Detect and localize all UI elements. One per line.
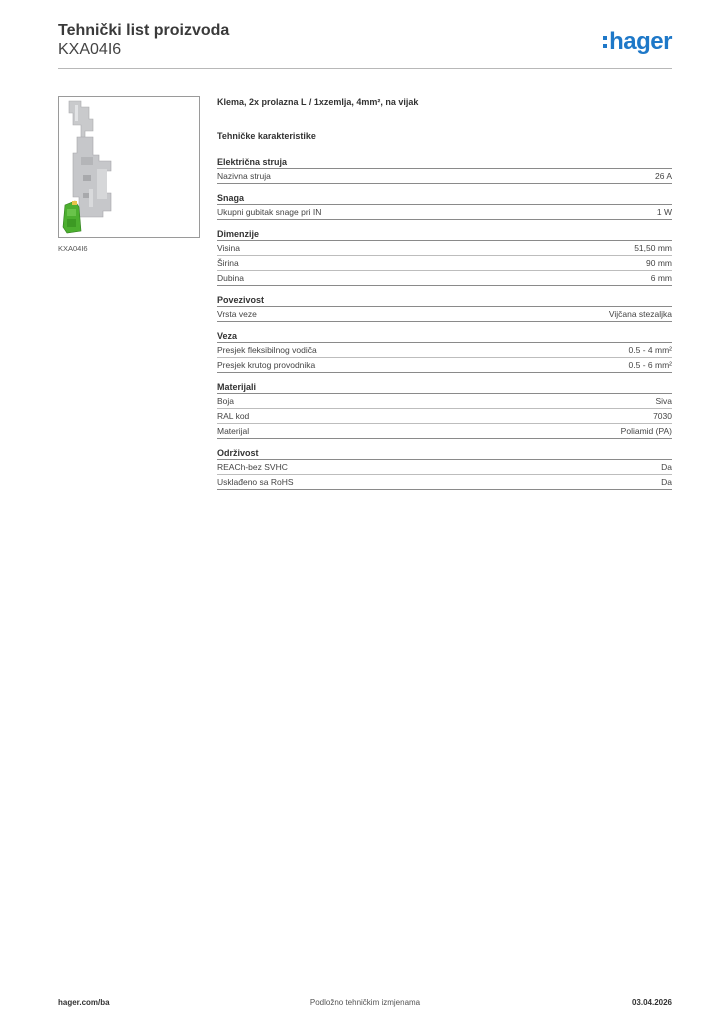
spec-section-dimensions xyxy=(217,228,672,286)
spec-value: 1 W xyxy=(656,207,672,217)
spec-label: Usklađeno sa RoHS xyxy=(217,477,294,487)
spec-label: Visina xyxy=(217,243,240,253)
spec-label: Vrsta veze xyxy=(217,309,257,319)
spec-value: 0.5 - 6 mm² xyxy=(628,360,672,370)
spec-section-electric-current xyxy=(217,156,672,184)
section-title: Povezivost xyxy=(217,294,672,307)
logo-dots-icon xyxy=(603,36,607,48)
section-title: Električna struja xyxy=(217,156,672,169)
spec-section-sustainability xyxy=(217,447,672,490)
product-image xyxy=(58,96,200,238)
spec-row xyxy=(217,169,672,184)
spec-label: RAL kod xyxy=(217,411,250,421)
spec-label: REACh-bez SVHC xyxy=(217,462,288,472)
section-title: Veza xyxy=(217,330,672,343)
spec-section-connection xyxy=(217,330,672,373)
spec-label: Presjek fleksibilnog vodiča xyxy=(217,345,317,355)
footer-website-link[interactable]: hager.com/ba xyxy=(58,998,110,1007)
logo-wordmark: hager xyxy=(609,28,672,55)
spec-label: Ukupni gubitak snage pri IN xyxy=(217,207,322,217)
spec-content xyxy=(217,96,672,498)
spec-row xyxy=(217,271,672,286)
page-header xyxy=(58,20,672,70)
spec-row xyxy=(217,394,672,409)
spec-label: Nazivna struja xyxy=(217,171,271,181)
spec-value: 0.5 - 4 mm² xyxy=(628,345,672,355)
footer-date: 03.04.2026 xyxy=(631,998,672,1007)
spec-value: Poliamid (PA) xyxy=(620,426,672,436)
spec-value: Da xyxy=(661,462,672,472)
section-title: Dimenzije xyxy=(217,228,672,241)
spec-row xyxy=(217,475,672,490)
footer-notice: Podložno tehničkim izmjenama xyxy=(309,998,421,1007)
spec-value: 7030 xyxy=(653,411,672,421)
spec-section-power xyxy=(217,192,672,220)
spec-row xyxy=(217,256,672,271)
spec-row xyxy=(217,460,672,475)
spec-row xyxy=(217,307,672,322)
spec-value: 6 mm xyxy=(650,273,672,283)
page-footer xyxy=(58,998,672,1010)
spec-row xyxy=(217,409,672,424)
spec-value: 90 mm xyxy=(646,258,672,268)
spec-row xyxy=(217,358,672,373)
hager-logo xyxy=(603,29,672,55)
spec-section-connectivity xyxy=(217,294,672,322)
spec-label: Širina xyxy=(217,258,239,268)
spec-value: Vijčana stezaljka xyxy=(608,309,672,319)
spec-value: 51,50 mm xyxy=(634,243,672,253)
section-title: Održivost xyxy=(217,447,672,460)
document-title: Tehnički list proizvoda xyxy=(58,22,230,39)
spec-row xyxy=(217,205,672,220)
spec-value: 26 A xyxy=(654,171,672,181)
spec-value: Siva xyxy=(655,396,672,406)
product-code: KXA04I6 xyxy=(58,41,122,58)
spec-label: Presjek krutog provodnika xyxy=(217,360,316,370)
spec-row xyxy=(217,343,672,358)
header-divider xyxy=(58,68,672,69)
image-caption: KXA04I6 xyxy=(58,244,88,253)
spec-value: Da xyxy=(661,477,672,487)
spec-label: Boja xyxy=(217,396,235,406)
product-description: Klema, 2x prolazna L / 1xzemlja, 4mm², na vijak xyxy=(217,97,419,107)
spec-label: Materijal xyxy=(217,426,250,436)
section-title: Materijali xyxy=(217,381,672,394)
spec-row xyxy=(217,241,672,256)
spec-section-materials xyxy=(217,381,672,439)
spec-row xyxy=(217,424,672,439)
section-title: Snaga xyxy=(217,192,672,205)
spec-label: Dubina xyxy=(217,273,244,283)
terminal-block-product-photo-icon xyxy=(59,97,199,237)
technical-characteristics-heading: Tehničke karakteristike xyxy=(217,131,316,141)
